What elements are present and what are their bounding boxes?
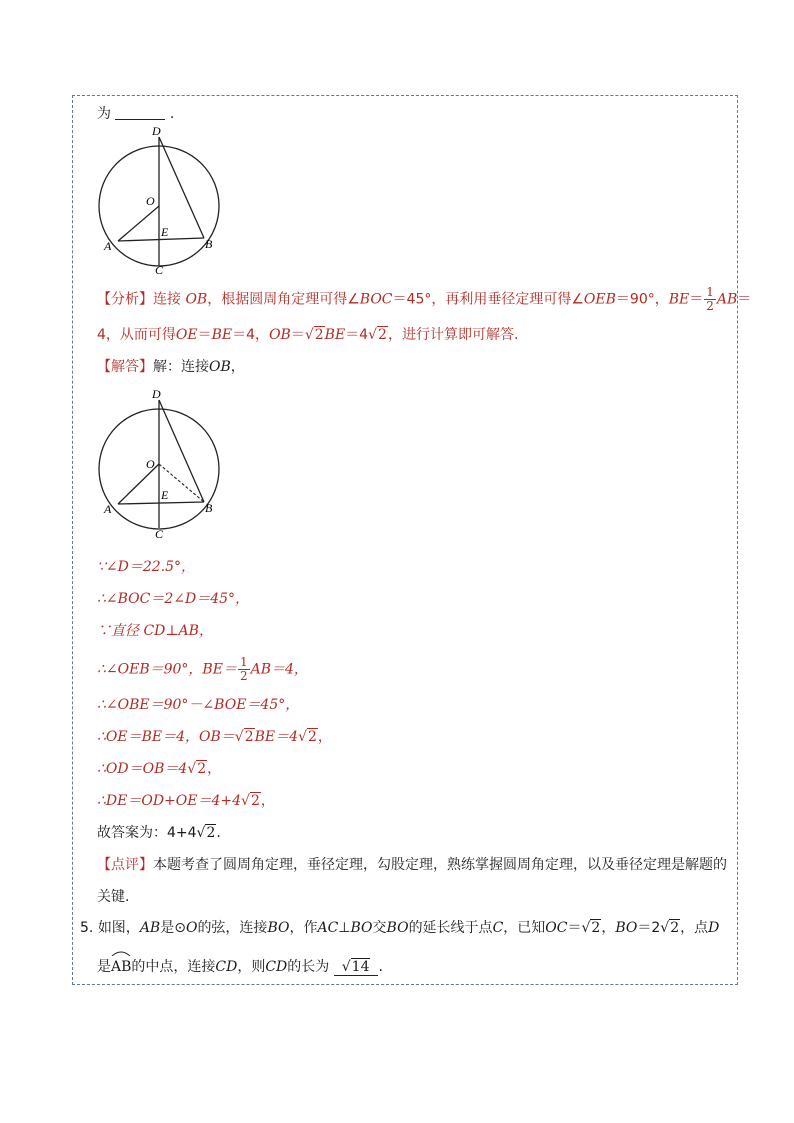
analysis-var: OB [269, 327, 291, 343]
p5-text: 的弦，连接 [197, 920, 268, 936]
label-b-2: B [205, 501, 213, 515]
comment-line-1 [97, 855, 727, 875]
radius-oa-1 [118, 206, 159, 241]
p5-text: 是⊙ [160, 920, 186, 936]
p5-var: D [708, 920, 720, 936]
p5-var: CD [215, 959, 238, 975]
fraction-den: 2 [239, 669, 248, 683]
p5-text: ⊥ [338, 920, 351, 936]
analysis-tag: 【分析】 [97, 291, 153, 308]
label-o-2: O [146, 457, 155, 471]
p5-var: BO [350, 920, 373, 936]
p5-var: BO [267, 920, 290, 936]
p5-text: ，则 [237, 959, 266, 975]
p5-text: 如图， [97, 920, 140, 936]
p5-text: 是 [97, 959, 111, 975]
fraction-num: 1 [239, 655, 248, 669]
p5-text: 的中点，连接 [131, 959, 216, 975]
step-2: ∴∠BOC＝2∠D＝45°， [97, 591, 250, 607]
chord-db-2 [159, 400, 204, 502]
step-text: ∴DE＝OD+OE＝4+4 [97, 793, 242, 809]
label-a-1: A [104, 239, 112, 253]
arc-label: AB [111, 959, 132, 975]
p5-end: . [378, 959, 383, 975]
sqrt: √2 [304, 327, 324, 343]
label-b-1: B [205, 237, 213, 251]
sqrt-value: 2 [314, 327, 324, 343]
solution-tag: 【解答】 [97, 359, 153, 375]
p5-text: ＝2 [637, 920, 661, 936]
chord-db-1 [159, 137, 204, 238]
step-7 [97, 759, 221, 779]
analysis-var: BE [668, 291, 690, 308]
p5-text: ，点 [680, 920, 709, 936]
step-text: ， [207, 761, 222, 777]
intro-text: 为 [97, 106, 111, 122]
fraction-den: 2 [706, 299, 714, 313]
sqrt-value: 2 [307, 729, 317, 745]
step-text: AB＝4， [250, 661, 308, 678]
analysis-text: ＝4 [345, 327, 369, 343]
label-d-2: D [152, 387, 161, 401]
analysis-text: ＝45°，再利用垂径定理可得∠ [392, 291, 584, 308]
analysis-text: ＝ [290, 327, 305, 343]
intro-end: . [169, 106, 175, 122]
analysis-line-2 [97, 325, 518, 345]
p5-var: AC [317, 920, 339, 936]
sqrt: √2 [298, 729, 317, 745]
circle-figure-2 [92, 386, 232, 540]
solution-text: ， [230, 359, 245, 375]
solution-line [97, 357, 245, 377]
arc-ab [111, 957, 131, 977]
label-o-1: O [146, 194, 155, 208]
problem-number: 5. [80, 920, 94, 936]
sqrt-value: 14 [351, 959, 370, 975]
p5-var: BO [615, 920, 638, 936]
label-d-1: D [152, 124, 161, 138]
p5-text: ，已知 [503, 920, 546, 936]
answer-underline [334, 959, 379, 976]
p5-var: AB [139, 920, 161, 936]
sqrt: √2 [581, 920, 601, 936]
analysis-var: OE [175, 327, 198, 343]
sqrt: √2 [196, 825, 216, 841]
step-6 [97, 727, 332, 747]
solution-var: OB [209, 359, 231, 375]
analysis-text: ＝ [689, 291, 704, 308]
step-8 [97, 791, 275, 811]
answer-text: 故答案为：4+4 [97, 825, 197, 841]
analysis-var: AB [716, 291, 738, 308]
comment-text: 本题考查了圆周角定理，垂径定理，勾股定理，熟练掌握圆周角定理，以及垂径定理是解题的 [153, 857, 727, 873]
fraction [238, 656, 250, 683]
fraction-num: 1 [706, 285, 714, 299]
step-4 [97, 656, 308, 683]
answer-blank [115, 105, 165, 120]
step-text: ∴OD＝OB＝4 [97, 761, 188, 777]
intro-line [97, 104, 174, 124]
analysis-text: ＝ [737, 291, 752, 308]
label-c-1: C [155, 263, 164, 276]
fraction [704, 286, 716, 313]
sqrt-value: 2 [670, 920, 680, 936]
analysis-var: OEB [583, 291, 616, 308]
analysis-text: ＝90°， [615, 291, 669, 308]
problem-5-line-1 [80, 918, 719, 938]
arc-mark-icon [111, 950, 131, 956]
label-c-2: C [155, 527, 164, 540]
p5-text: ＝ [567, 920, 582, 936]
label-e-2: E [161, 488, 169, 502]
comment-tag: 【点评】 [97, 857, 153, 873]
label-e-1: E [161, 225, 169, 239]
step-text: ， [260, 793, 275, 809]
analysis-text: 连接 [153, 291, 181, 308]
analysis-text: ＝4， [232, 327, 270, 343]
p5-var: BO [386, 920, 409, 936]
sqrt: √2 [234, 729, 254, 745]
sqrt-value: 2 [591, 920, 601, 936]
problem-5-line-2 [97, 957, 383, 977]
step-3: ∵直径 CD⊥AB， [97, 623, 213, 639]
p5-var: OC [545, 920, 568, 936]
sqrt-value: 2 [197, 761, 207, 777]
sqrt-value: 2 [244, 729, 254, 745]
analysis-text: 4，从而可得 [97, 327, 176, 343]
p5-text: ， [601, 920, 616, 936]
p5-text: 交 [372, 920, 387, 936]
analysis-text: ，根据圆周角定理可得∠ [207, 291, 360, 308]
sqrt: √2 [660, 920, 680, 936]
p5-text: 的延长线于点 [408, 920, 493, 936]
step-text: BE＝4 [254, 729, 299, 745]
step-5: ∴∠OBE＝90°－∠BOE＝45°， [97, 697, 300, 713]
sqrt: √2 [241, 793, 260, 809]
sqrt-value: 2 [250, 793, 260, 809]
step-text: ∴OE＝BE＝4，OB＝ [97, 729, 235, 745]
analysis-line-1 [97, 286, 751, 313]
p5-text: ，作 [289, 920, 318, 936]
answer-line [97, 823, 221, 843]
analysis-var: BOC [359, 291, 393, 308]
sqrt: √2 [187, 761, 207, 777]
step-text: ∴∠OEB＝90°，BE＝ [97, 661, 237, 678]
sqrt-value: 2 [206, 825, 216, 841]
sqrt: √14 [341, 959, 370, 975]
circle-figure-1 [92, 124, 232, 276]
sqrt-value: 2 [378, 327, 387, 343]
analysis-var: BE [211, 327, 233, 343]
chord-ab-2 [118, 502, 204, 504]
step-text: ， [317, 729, 332, 745]
analysis-text: ，进行计算即可解答. [387, 327, 519, 343]
label-a-2: A [104, 502, 112, 516]
step-1: ∵∠D＝22.5°， [97, 559, 196, 575]
answer-end: . [216, 825, 221, 841]
p5-var: CD [265, 959, 288, 975]
p5-text: 的长为 [287, 959, 330, 975]
p5-var: C [492, 920, 504, 936]
sqrt: √2 [368, 327, 387, 343]
solution-text: 解：连接 [153, 359, 209, 375]
analysis-var: BE [324, 327, 346, 343]
comment-line-2: 关键. [97, 889, 130, 905]
p5-var: O [185, 920, 198, 936]
analysis-var: OB [185, 291, 208, 308]
analysis-text: ＝ [197, 327, 212, 343]
